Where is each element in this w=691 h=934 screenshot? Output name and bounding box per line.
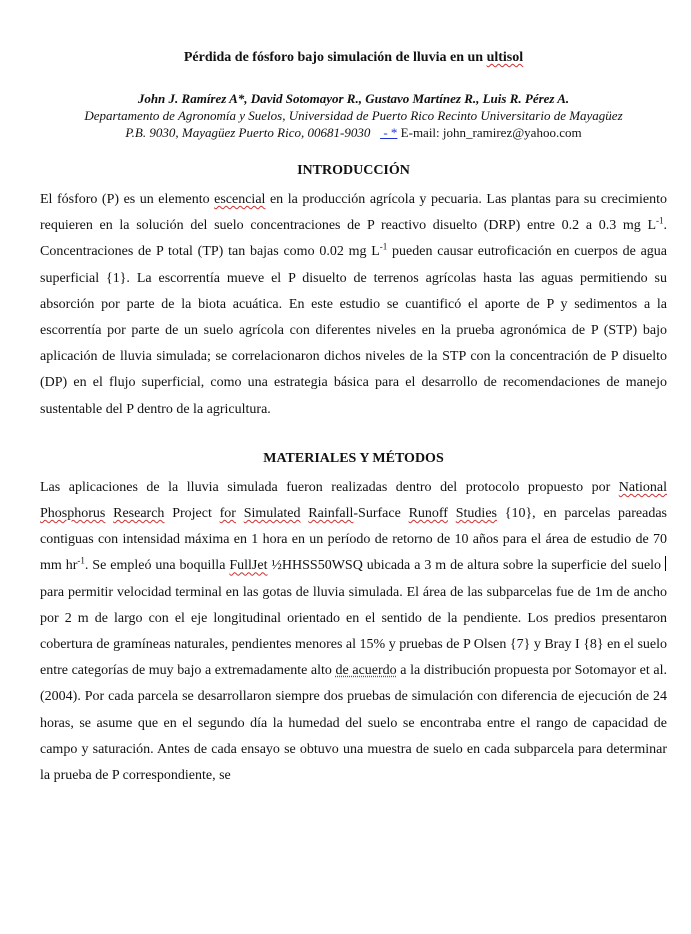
methods-text-surface: -Surface	[353, 506, 409, 522]
methods-text-1: Las aplicaciones de la lluvia simulada fueron realizadas dentro del protocolo propuesto por	[40, 479, 619, 495]
title-text: Pérdida de fósforo bajo simulación de lluvia en un	[183, 50, 487, 65]
flagged-word: escencial	[214, 192, 266, 207]
flagged-word: Studies	[455, 506, 497, 522]
section-heading-introduccion: INTRODUCCIÓN	[297, 163, 410, 178]
methods-text-2: {10}, en parcelas pareadas contiguas con intensidad máxima en 1 hora en un período de retorno de 10 años para el área de estudio de 70 mm hr	[40, 506, 668, 574]
author-list: John J. Ramírez A*, David Sotomayor R., Gustavo Martínez R., Luis R. Pérez A.	[137, 91, 570, 106]
flagged-word: FullJet	[229, 558, 268, 574]
contact-line	[40, 124, 667, 141]
methods-text-4: ½HHSS50WSQ ubicada a 3 m de altura sobre la superficie del suelo	[267, 558, 665, 574]
email-address: E-mail: john_ramirez@yahoo.com	[397, 125, 582, 140]
flagged-word: Research	[113, 506, 165, 522]
methods-text-6: a la distribución propuesta por Sotomayor et al. (2004). Por cada parcela se desarrollaron siempre dos pruebas de simulación con diferencia de ejecución de 24 horas, se asume que en el segundo día la humedad del suelo se encontraba entre el rango de capacidad de campo y saturación. Antes de cada ensayo se obtuvo una muestra de suelo en cada subparcela para determinar la prueba de P correspondiente, se	[40, 663, 667, 784]
text-cursor	[665, 556, 666, 571]
intro-text-1: El fósforo (P) es un elemento	[40, 192, 215, 207]
intro-paragraph	[40, 187, 667, 423]
methods-text-5: para permitir velocidad terminal en las gotas de lluvia simulada. El área de las subparcelas fue de 1m de ancho por 2 m de largo con el eje longitudinal orientado en el sentido de la pendiente. Los predios presentaron cobertura de gramíneas naturales, pendientes menores al 15% y pruebas de P Olsen {7} y Bray I {8} en el suelo entre categorías de muy bajo a extremadamente alto	[40, 584, 667, 679]
postal-address: P.B. 9030, Mayagüez Puerto Rico, 00681-9030	[125, 125, 371, 140]
superscript: -1	[379, 241, 388, 252]
flagged-word: Simulated	[243, 506, 301, 522]
flagged-word: Phosphorus	[40, 506, 106, 522]
paper-title	[40, 50, 667, 66]
methods-text-project: Project	[164, 506, 220, 522]
section-heading-materiales: MATERIALES Y MÉTODOS	[263, 450, 444, 466]
flagged-word: Rainfall	[308, 506, 354, 522]
grammar-flagged-phrase: de acuerdo	[335, 663, 397, 679]
intro-text-4: pueden causar eutroficación en cuerpos de agua superficial {1}. La escorrentía mueve el P disuelto de terrenos agrícolas hasta las aguas permitiendo su absorción por parte de la biota acuática. En este estudio se cuantificó el aporte de P y sedimentos a la escorrentía por parte de un suelo agrícola con diferentes niveles en la prueba agronómica de P (STP) bajo aplicación de lluvia simulada; se correlacionaron dichos niveles de la STP con la concentración de P disuelto (DP) en el flujo superficial, como una estrategia básica para el desarrollo de recomendaciones de manejo sustentable del P dentro de la agricultura.	[40, 244, 668, 417]
superscript: -1	[656, 215, 664, 226]
flagged-word: Runoff	[408, 506, 448, 522]
methods-text-3: . Se empleó una boquilla	[84, 558, 230, 574]
intro-text-3: . Concentraciones de P total (TP) tan bajas como 0.02 mg L	[40, 218, 667, 260]
flagged-word: for	[219, 506, 236, 522]
superscript: -1	[77, 555, 85, 566]
intro-text-2: en la producción agrícola y pecuaria. Las plantas para su crecimiento requieren en la solución del suelo concentraciones de P reactivo disuelto (DRP) entre 0.2 a 0.3 mg L	[40, 192, 667, 234]
email-link[interactable]: - *	[380, 125, 398, 140]
methods-paragraph	[40, 475, 667, 789]
affiliation: Departamento de Agronomía y Suelos, Universidad de Puerto Rico Recinto Universitario de Mayagüez	[84, 108, 623, 123]
flagged-word: National	[618, 479, 667, 495]
title-flagged-word: ultisol	[486, 50, 524, 65]
